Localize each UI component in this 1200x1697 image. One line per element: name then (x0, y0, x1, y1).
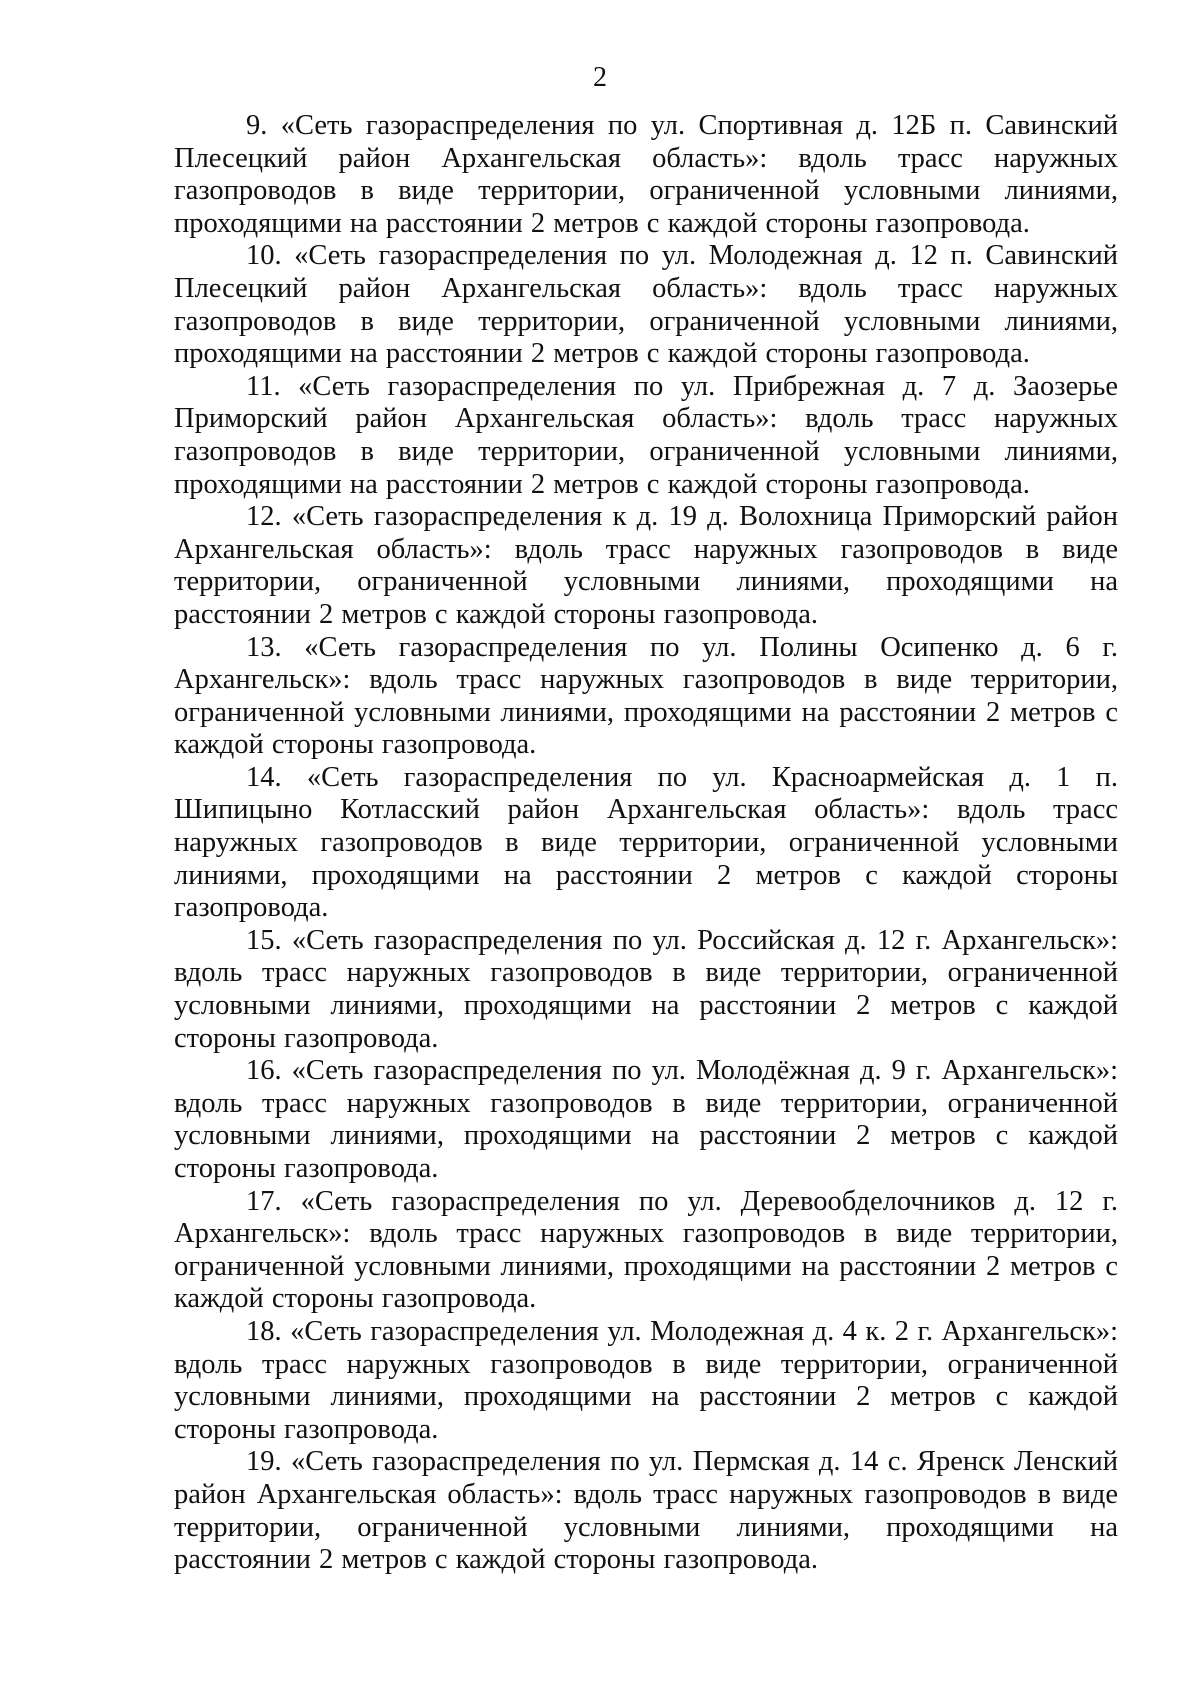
list-item-19: 19. «Сеть газораспределения по ул. Пермская д. 14 с. Яренск Ленский район Архангельская область»: вдоль трасс наружных газопроводов в виде территории, ограниченной условными линиями, проходящими на расстоянии 2 метров с каждой стороны газопровода. (174, 1446, 1118, 1576)
list-item-9: 9. «Сеть газораспределения по ул. Спортивная д. 12Б п. Савинский Плесецкий район Архангельская область»: вдоль трасс наружных газопроводов в виде территории, ограниченной условными линиями, проходящими на расстоянии 2 метров с каждой стороны газопровода. (174, 110, 1118, 239)
page-number: 2 (593, 62, 607, 93)
list-item-18: 18. «Сеть газораспределения ул. Молодежная д. 4 к. 2 г. Архангельск»: вдоль трасс наружных газопроводов в виде территории, ограниченной условными линиями, проходящими на расстоянии 2 метров с каждой стороны газопровода. (174, 1315, 1118, 1445)
list-item-17: 17. «Сеть газораспределения по ул. Деревообделочников д. 12 г. Архангельск»: вдоль трасс наружных газопроводов в виде территории, ограниченной условными линиями, проходящими на расстоянии 2 метров с каждой стороны газопровода. (174, 1185, 1118, 1315)
list-item-10: 10. «Сеть газораспределения по ул. Молодежная д. 12 п. Савинский Плесецкий район Архангельская область»: вдоль трасс наружных газопроводов в виде территории, ограниченной условными линиями, проходящими на расстоянии 2 метров с каждой стороны газопровода. (174, 240, 1118, 370)
list-item-11: 11. «Сеть газораспределения по ул. Прибрежная д. 7 д. Заозерье Приморский район Архангельская область»: вдоль трасс наружных газопроводов в виде территории, ограниченной условными линиями, проходящими на расстоянии 2 метров с каждой стороны газопровода. (174, 370, 1118, 500)
list-item-13: 13. «Сеть газораспределения по ул. Полины Осипенко д. 6 г. Архангельск»: вдоль трасс наружных газопроводов в виде территории, ограниченной условными линиями, проходящими на расстоянии 2 метров с каждой стороны газопровода. (174, 631, 1118, 761)
list-item-12: 12. «Сеть газораспределения к д. 19 д. Волохница Приморский район Архангельская область»: вдоль трасс наружных газопроводов в виде территории, ограниченной условными линиями, проходящими на расстоянии 2 метров с каждой стороны газопровода. (174, 501, 1118, 630)
document-body (174, 110, 1118, 1577)
list-item-15: 15. «Сеть газораспределения по ул. Российская д. 12 г. Архангельск»: вдоль трасс наружных газопроводов в виде территории, ограниченной условными линиями, проходящими на расстоянии 2 метров с каждой стороны газопровода. (174, 924, 1118, 1054)
list-item-16: 16. «Сеть газораспределения по ул. Молодёжная д. 9 г. Архангельск»: вдоль трасс наружных газопроводов в виде территории, ограниченной условными линиями, проходящими на расстоянии 2 метров с каждой стороны газопровода. (174, 1055, 1118, 1184)
list-item-14: 14. «Сеть газораспределения по ул. Красноармейская д. 1 п. Шипицыно Котласский район Архангельская область»: вдоль трасс наружных газопроводов в виде территории, ограниченной условными линиями, проходящими на расстоянии 2 метров с каждой стороны газопровода. (174, 761, 1118, 924)
